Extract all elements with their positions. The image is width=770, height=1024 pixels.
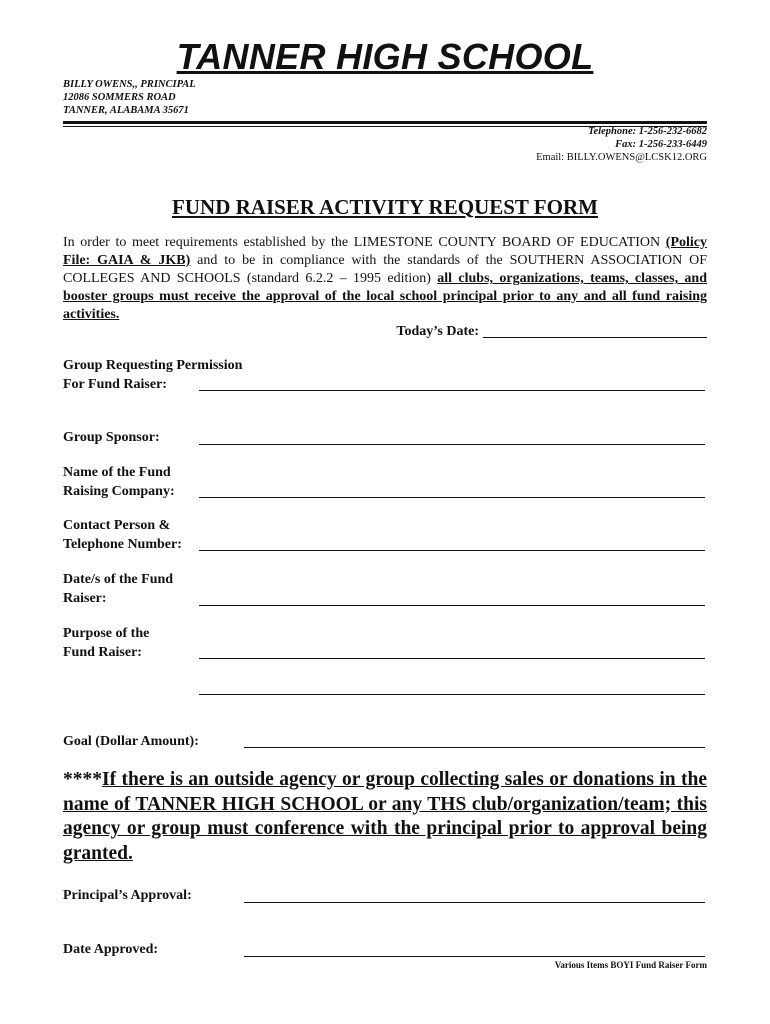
principal-approval-field[interactable] — [244, 902, 705, 903]
form-title: FUND RAISER ACTIVITY REQUEST FORM — [172, 195, 598, 219]
company-label-line1: Name of the Fund — [63, 465, 171, 480]
todays-date-row — [396, 323, 707, 340]
header-rule-thick — [63, 121, 707, 124]
notice-text: If there is an outside agency or group collecting sales or donations in the name of TANNER HIGH SCHOOL or any THS club/organization/team; this agency or group must conference with the principal prior to approval being granted. — [63, 769, 707, 864]
company-label — [63, 464, 175, 501]
group-label — [63, 357, 242, 394]
dates-field[interactable] — [199, 605, 705, 606]
contact-field[interactable] — [199, 550, 705, 551]
footer-note: Various Items BOYI Fund Raiser Form — [554, 960, 707, 970]
contact-label-line2: Telephone Number: — [63, 536, 182, 552]
telephone: Telephone: 1-256-232-6682 — [588, 126, 707, 137]
purpose-label — [63, 625, 149, 662]
purpose-field-line2[interactable] — [199, 694, 705, 695]
email: Email: BILLY.OWENS@LCSK12.ORG — [536, 152, 707, 163]
company-field[interactable] — [199, 497, 705, 498]
purpose-label-line2: Fund Raiser: — [63, 644, 142, 660]
intro-policy: (Policy File: GAIA & JKB) — [63, 235, 707, 268]
purpose-label-line1: Purpose of the — [63, 626, 150, 641]
school-name: TANNER HIGH SCHOOL — [176, 36, 594, 77]
date-approved-label: Date Approved: — [63, 942, 159, 957]
group-label-line2: For Fund Raiser: — [63, 376, 167, 392]
date-approved-field[interactable] — [244, 956, 705, 957]
principal-name: BILLY OWENS,, PRINCIPAL — [63, 79, 196, 90]
fax: Fax: 1-256-233-6449 — [615, 139, 707, 150]
sponsor-label: Group Sponsor: — [63, 430, 160, 445]
sponsor-field[interactable] — [199, 444, 705, 445]
dates-label-line2: Raiser: — [63, 590, 107, 606]
goal-label: Goal (Dollar Amount): — [63, 734, 199, 749]
intro-requirement: all clubs, organizations, teams, classes, and booster groups must receive the approval of the local school principal prior to any and all fund raising activities. — [63, 271, 708, 322]
todays-date-field[interactable] — [483, 323, 707, 338]
company-label-line2: Raising Company: — [63, 483, 175, 499]
intro-text-2: and to be in compliance with the standards of the SOUTHERN ASSOCIATION OF COLLEGES AND SCHOOLS (standard 6.2.2 – 1995 edition) — [63, 253, 707, 286]
intro-paragraph — [63, 234, 707, 324]
dates-label — [63, 571, 173, 608]
group-label-line1: Group Requesting Permission — [63, 358, 243, 373]
contact-label — [63, 517, 182, 554]
principal-approval-label: Principal’s Approval: — [63, 888, 192, 903]
group-field[interactable] — [199, 390, 705, 391]
goal-field[interactable] — [244, 747, 705, 748]
outside-agency-notice — [63, 768, 707, 866]
intro-text-1: In order to meet requirements established by the LIMESTONE COUNTY BOARD OF EDUCATION — [63, 235, 666, 250]
notice-prefix: **** — [63, 769, 102, 790]
contact-label-line1: Contact Person & — [63, 518, 171, 533]
dates-label-line1: Date/s of the Fund — [63, 572, 174, 587]
todays-date-label: Today’s Date: — [396, 324, 479, 339]
street-address: 12086 SOMMERS ROAD — [63, 92, 176, 103]
purpose-field-line1[interactable] — [199, 658, 705, 659]
city-address: TANNER, ALABAMA 35671 — [63, 105, 189, 116]
